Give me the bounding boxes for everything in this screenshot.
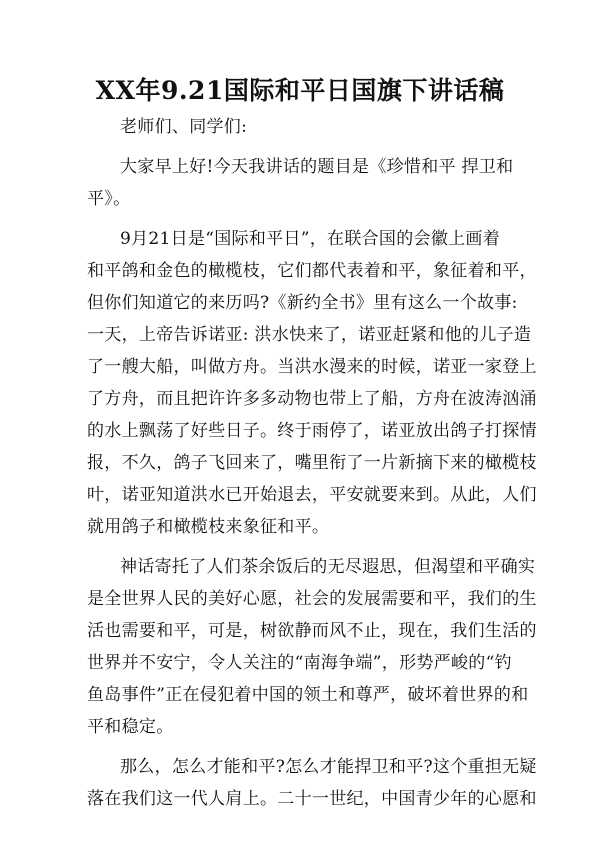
paragraph-2-line-7: 的水上飘荡了好些日子。终于雨停了，诺亚放出鸽子打探情 [87,421,537,441]
paragraph-1-line-2: 平》。 [87,189,131,209]
document-body [87,111,537,815]
paragraph-3-line-5: 鱼岛事件”正在侵犯着中国的领土和尊严，破坏着世界的和 [87,685,529,705]
paragraph-3-line-4: 世界并不安宁，令人关注的“南海争端”，形势严峻的“钓 [87,653,512,673]
paragraph-2-line-6: 了方舟，而且把许许多多动物也带上了船，方舟在波涛汹涌 [87,389,537,409]
paragraph-1-line-1: 大家早上好!今天我讲话的题目是《珍惜和平 捍卫和 [120,157,514,177]
paragraph-3-line-1: 神话寄托了人们茶余饭后的无尽遐思，但渴望和平确实 [120,557,536,577]
salutation-line: 老师们、同学们: [120,117,248,137]
paragraph-2-line-4: 一天，上帝告诉诺亚: 洪水快来了，诺亚赶紧和他的儿子造 [87,325,532,345]
paragraph-2-line-3: 但你们知道它的来历吗?《新约全书》里有这么一个故事: [87,293,518,313]
paragraph-2-line-1: 9月21日是“国际和平日”，在联合国的会徽上画着 [120,229,501,249]
paragraph-2-line-9: 叶，诺亚知道洪水已开始退去，平安就要来到。从此，人们 [87,485,537,505]
paragraph-4-line-1: 那么，怎么才能和平?怎么才能捍卫和平?这个重担无疑 [120,757,537,777]
paragraph-2-line-8: 报，不久，鸽子飞回来了，嘴里衔了一片新摘下来的橄榄枝 [87,453,537,473]
paragraph-2-line-2: 和平鸽和金色的橄榄枝，它们都代表着和平，象征着和平， [87,261,537,281]
paragraph-2-line-10: 就用鸽子和橄榄枝来象征和平。 [87,517,330,537]
paragraph-3-line-2: 是全世界人民的美好心愿，社会的发展需要和平，我们的生 [87,589,537,609]
document-title: XX年9.21国际和平日国旗下讲话稿 [95,76,505,105]
paragraph-3-line-6: 平和稳定。 [87,717,174,737]
paragraph-2-line-5: 了一艘大船，叫做方舟。当洪水漫来的时候，诺亚一家登上 [87,357,537,377]
paragraph-4-line-2: 落在我们这一代人肩上。二十一世纪，中国青少年的心愿和 [87,789,537,809]
paragraph-3-line-3: 活也需要和平，可是，树欲静而风不止，现在，我们生活的 [87,621,537,641]
